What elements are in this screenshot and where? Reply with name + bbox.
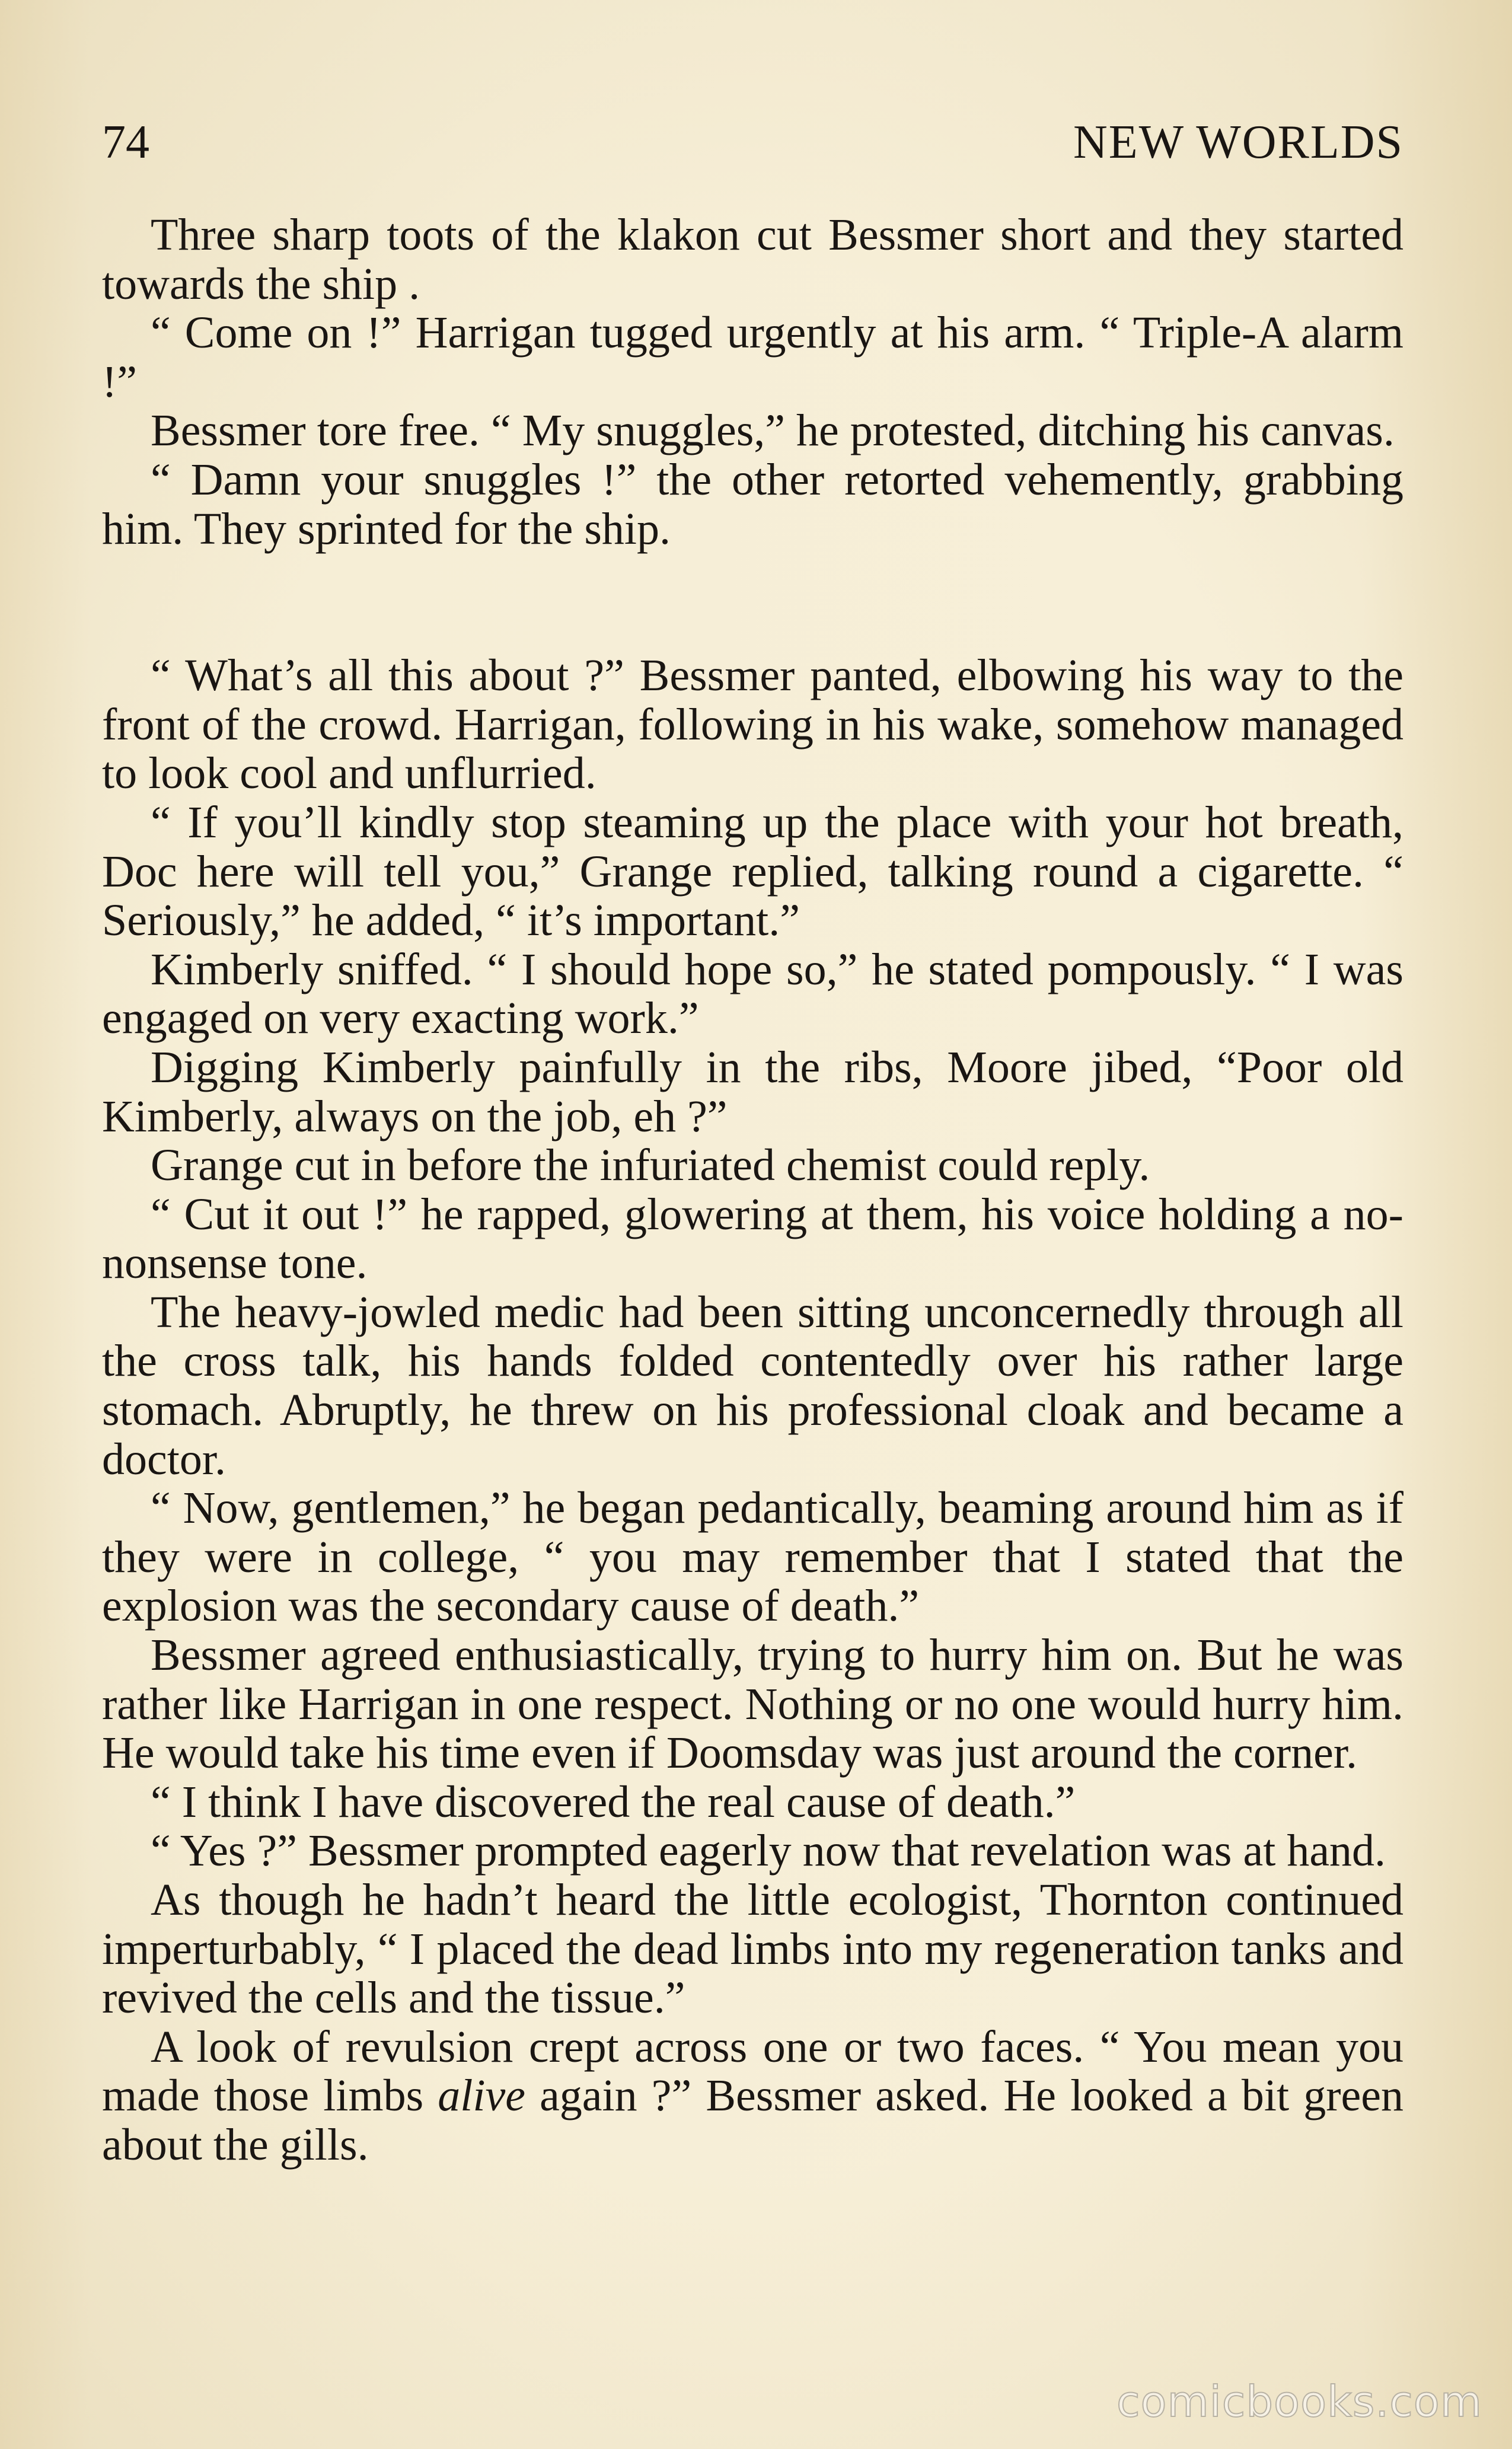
paragraph: “ What’s all this about ?” Bessmer panted, elbowing his way to the front of the crowd. Harrigan, following in his wake, somehow managed to look cool and unflurried. xyxy=(102,650,1403,799)
paragraph: “ If you’ll kindly stop steaming up the place with your hot breath, Doc here will tell you,” Grange replied, talking round a cigarette. “ Seriously,” he added, “ it’s important.” xyxy=(102,797,1403,946)
journal-title: NEW WORLDS xyxy=(1073,116,1403,168)
watermark-logo: comicbooks.com xyxy=(1116,2377,1482,2426)
paragraph: “ I think I have discovered the real cause of death.” xyxy=(151,1777,1076,1827)
paragraph: “ Come on !” Harrigan tugged urgently at his arm. “ Triple-A alarm !” xyxy=(102,308,1403,407)
paragraph: Digging Kimberly painfully in the ribs, Moore jibed, “Poor old Kimberly, always on the job, eh ?” xyxy=(102,1042,1403,1141)
section-break xyxy=(102,553,1403,651)
paragraph: Grange cut in before the infuriated chemist could reply. xyxy=(151,1140,1150,1191)
paragraph: Bessmer agreed enthusiastically, trying to hurry him on. But he was rather like Harrigan in one respect. Nothing or no one would hurry him. He would take his time even if Doomsday was just around the corner. xyxy=(102,1630,1403,1778)
paragraph: Bessmer tore free. “ My snuggles,” he protested, ditching his canvas. xyxy=(151,406,1395,456)
paragraph: The heavy-jowled medic had been sitting unconcernedly through all the cross talk, his hands folded contentedly over his rather large stomach. Abruptly, he threw on his professional cloak and became a doctor. xyxy=(102,1287,1403,1484)
paragraph: “ Now, gentlemen,” he began pedantically, beaming around him as if they were in college, “ you may remember that I stated that the explosion was the secondary cause of death.” xyxy=(102,1483,1403,1631)
running-head xyxy=(102,113,1403,172)
paragraph: “ Cut it out !” he rapped, glowering at them, his voice holding a no-nonsense tone. xyxy=(102,1189,1403,1289)
paragraph-final xyxy=(102,2023,1403,2170)
paragraph: As though he hadn’t heard the little ecologist, Thornton continued imperturbably, “ I placed the dead limbs into my regeneration tanks and revived the cells and the tissue.” xyxy=(102,1875,1403,2023)
italic-text: alive xyxy=(438,2071,525,2121)
text-run: again ?” Bessmer asked. He looked a bit green about the gills. xyxy=(102,2071,1403,2170)
text-run: A look of revulsion crept across one or two faces. “ You mean you made those limbs xyxy=(102,2021,1403,2121)
paragraph: “ Yes ?” Bessmer prompted eagerly now that revelation was at hand. xyxy=(151,1826,1386,1876)
body-text xyxy=(102,211,1403,2170)
page-number: 74 xyxy=(102,116,149,168)
paragraph: “ Damn your snuggles !” the other retorted vehemently, grabbing him. They sprinted for the ship. xyxy=(102,454,1403,554)
paragraph: Three sharp toots of the klakon cut Bessmer short and they started towards the ship . xyxy=(102,210,1403,309)
paragraph: Kimberly sniffed. “ I should hope so,” he stated pompously. “ I was engaged on very exacting work.” xyxy=(102,944,1403,1044)
